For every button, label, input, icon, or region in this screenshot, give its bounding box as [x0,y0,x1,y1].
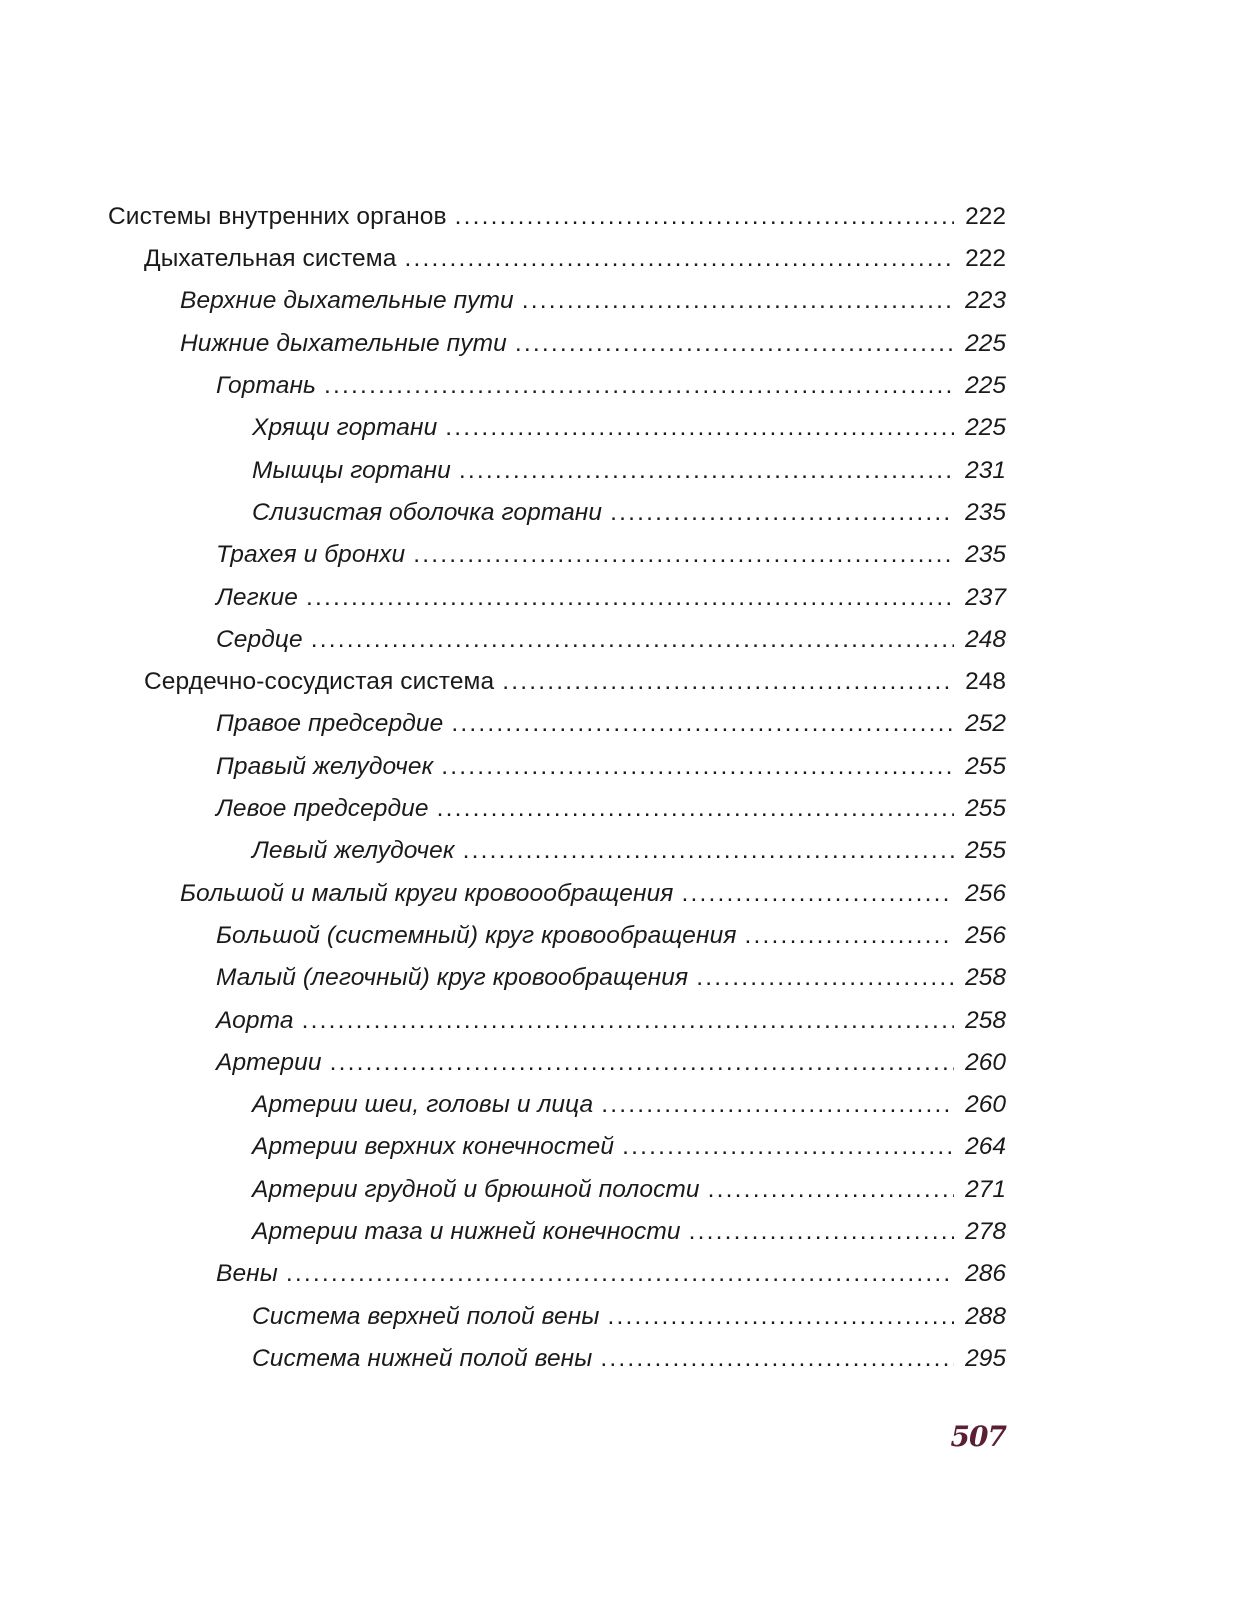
toc-entry[interactable] [0,1211,1237,1253]
dot-leader [601,1093,954,1118]
toc-entry-page: 237 [965,583,1006,611]
dot-leader [463,839,954,864]
toc-entry-page: 271 [965,1175,1006,1203]
toc-entry-title: Левое предсердие [216,795,429,823]
toc-entry[interactable] [0,281,1237,323]
toc-entry[interactable] [0,577,1237,619]
toc-entry-title: Хрящи гортани [252,414,438,442]
toc-entry-title: Система нижней полой вены [252,1344,593,1372]
toc-entry-page: 288 [965,1302,1006,1330]
table-of-contents [0,196,1237,1380]
toc-entry-page: 258 [965,964,1006,992]
toc-entry-title: Нижние дыхательные пути [180,329,507,357]
toc-entry-page: 225 [965,372,1006,400]
dot-leader [696,966,954,991]
toc-entry-page: 248 [965,625,1006,653]
dot-leader [515,332,954,357]
toc-entry-title: Артерии грудной и брюшной полости [252,1175,700,1203]
toc-entry-page: 286 [965,1260,1006,1288]
toc-entry[interactable] [0,1084,1237,1126]
dot-leader [502,670,954,695]
toc-entry-page: 295 [965,1344,1006,1372]
toc-entry[interactable] [0,788,1237,830]
toc-entry-title: Аорта [216,1006,294,1034]
dot-leader [437,797,954,822]
toc-entry-page: 258 [965,1006,1006,1034]
toc-entry[interactable] [0,492,1237,534]
toc-entry[interactable] [0,323,1237,365]
dot-leader [708,1178,954,1203]
dot-leader [413,543,954,568]
toc-entry-page: 260 [965,1091,1006,1119]
toc-entry-title: Малый (легочный) круг кровообращения [216,964,689,992]
toc-entry-page: 231 [965,456,1006,484]
toc-entry-title: Большой и малый круги кровоообращения [180,879,674,907]
toc-entry-page: 256 [965,921,1006,949]
toc-entry[interactable] [0,873,1237,915]
toc-entry[interactable] [0,619,1237,661]
toc-entry-page: 252 [965,710,1006,738]
toc-entry[interactable] [0,196,1237,238]
toc-entry[interactable] [0,661,1237,703]
toc-entry-page: 235 [965,541,1006,569]
toc-entry-page: 225 [965,414,1006,442]
toc-entry[interactable] [0,957,1237,999]
toc-entry-title: Системы внутренних органов [108,202,447,230]
toc-entry-title: Артерии таза и нижней конечности [252,1218,681,1246]
toc-entry[interactable] [0,1253,1237,1295]
dot-leader [607,1305,954,1330]
toc-entry-title: Мышцы гортани [252,456,451,484]
dot-leader [610,501,954,526]
dot-leader [311,628,954,653]
toc-entry-page: 225 [965,329,1006,357]
toc-entry-title: Вены [216,1260,278,1288]
toc-entry-title: Артерии [216,1048,322,1076]
toc-entry[interactable] [0,1042,1237,1084]
toc-entry-page: 248 [965,668,1006,696]
dot-leader [445,416,954,441]
toc-entry-title: Правое предсердие [216,710,444,738]
toc-entry-title: Гортань [216,372,317,400]
dot-leader [689,1220,954,1245]
toc-entry-page: 278 [965,1218,1006,1246]
dot-leader [681,882,954,907]
toc-entry[interactable] [0,534,1237,576]
toc-entry[interactable] [0,238,1237,280]
dot-leader [459,459,954,484]
toc-entry-title: Сердечно-сосудистая система [144,668,495,696]
toc-entry-page: 256 [965,879,1006,907]
toc-entry-page: 264 [965,1133,1006,1161]
toc-entry-title: Артерии шеи, головы и лица [252,1091,594,1119]
toc-entry[interactable] [0,365,1237,407]
dot-leader [324,374,954,399]
toc-entry[interactable] [0,1169,1237,1211]
toc-entry[interactable] [0,450,1237,492]
toc-entry-title: Правый желудочек [216,752,434,780]
toc-entry-page: 222 [965,245,1006,273]
dot-leader [455,205,954,230]
toc-entry-page: 255 [965,752,1006,780]
dot-leader [622,1135,954,1160]
dot-leader [404,247,954,272]
toc-entry[interactable] [0,915,1237,957]
toc-entry-page: 260 [965,1048,1006,1076]
toc-entry-title: Трахея и бронхи [216,541,406,569]
dot-leader [745,924,954,949]
toc-entry-title: Артерии верхних конечностей [252,1133,615,1161]
toc-entry-title: Левый желудочек [252,837,455,865]
page-number: 507 [950,1420,1006,1453]
dot-leader [302,1009,954,1034]
dot-leader [600,1347,954,1372]
toc-entry-title: Система верхней полой вены [252,1302,600,1330]
toc-entry[interactable] [0,830,1237,872]
toc-entry[interactable] [0,407,1237,449]
toc-entry-title: Слизистая оболочка гортани [252,498,603,526]
toc-entry[interactable] [0,1000,1237,1042]
toc-entry-page: 235 [965,498,1006,526]
toc-entry-title: Дыхательная система [144,245,397,273]
toc-entry[interactable] [0,704,1237,746]
toc-entry-title: Большой (системный) круг кровообращения [216,921,737,949]
dot-leader [330,1051,954,1076]
toc-entry[interactable] [0,1296,1237,1338]
toc-entry-page: 255 [965,837,1006,865]
toc-entry-title: Сердце [216,625,303,653]
toc-entry-title: Легкие [216,583,298,611]
toc-entry[interactable] [0,1127,1237,1169]
toc-entry-title: Верхние дыхательные пути [180,287,514,315]
dot-leader [306,586,954,611]
toc-entry-page: 223 [965,287,1006,315]
dot-leader [522,289,954,314]
toc-entry[interactable] [0,746,1237,788]
toc-entry-page: 255 [965,795,1006,823]
toc-entry-page: 222 [965,202,1006,230]
toc-entry[interactable] [0,1338,1237,1380]
dot-leader [451,712,954,737]
dot-leader [441,755,954,780]
dot-leader [286,1262,954,1287]
